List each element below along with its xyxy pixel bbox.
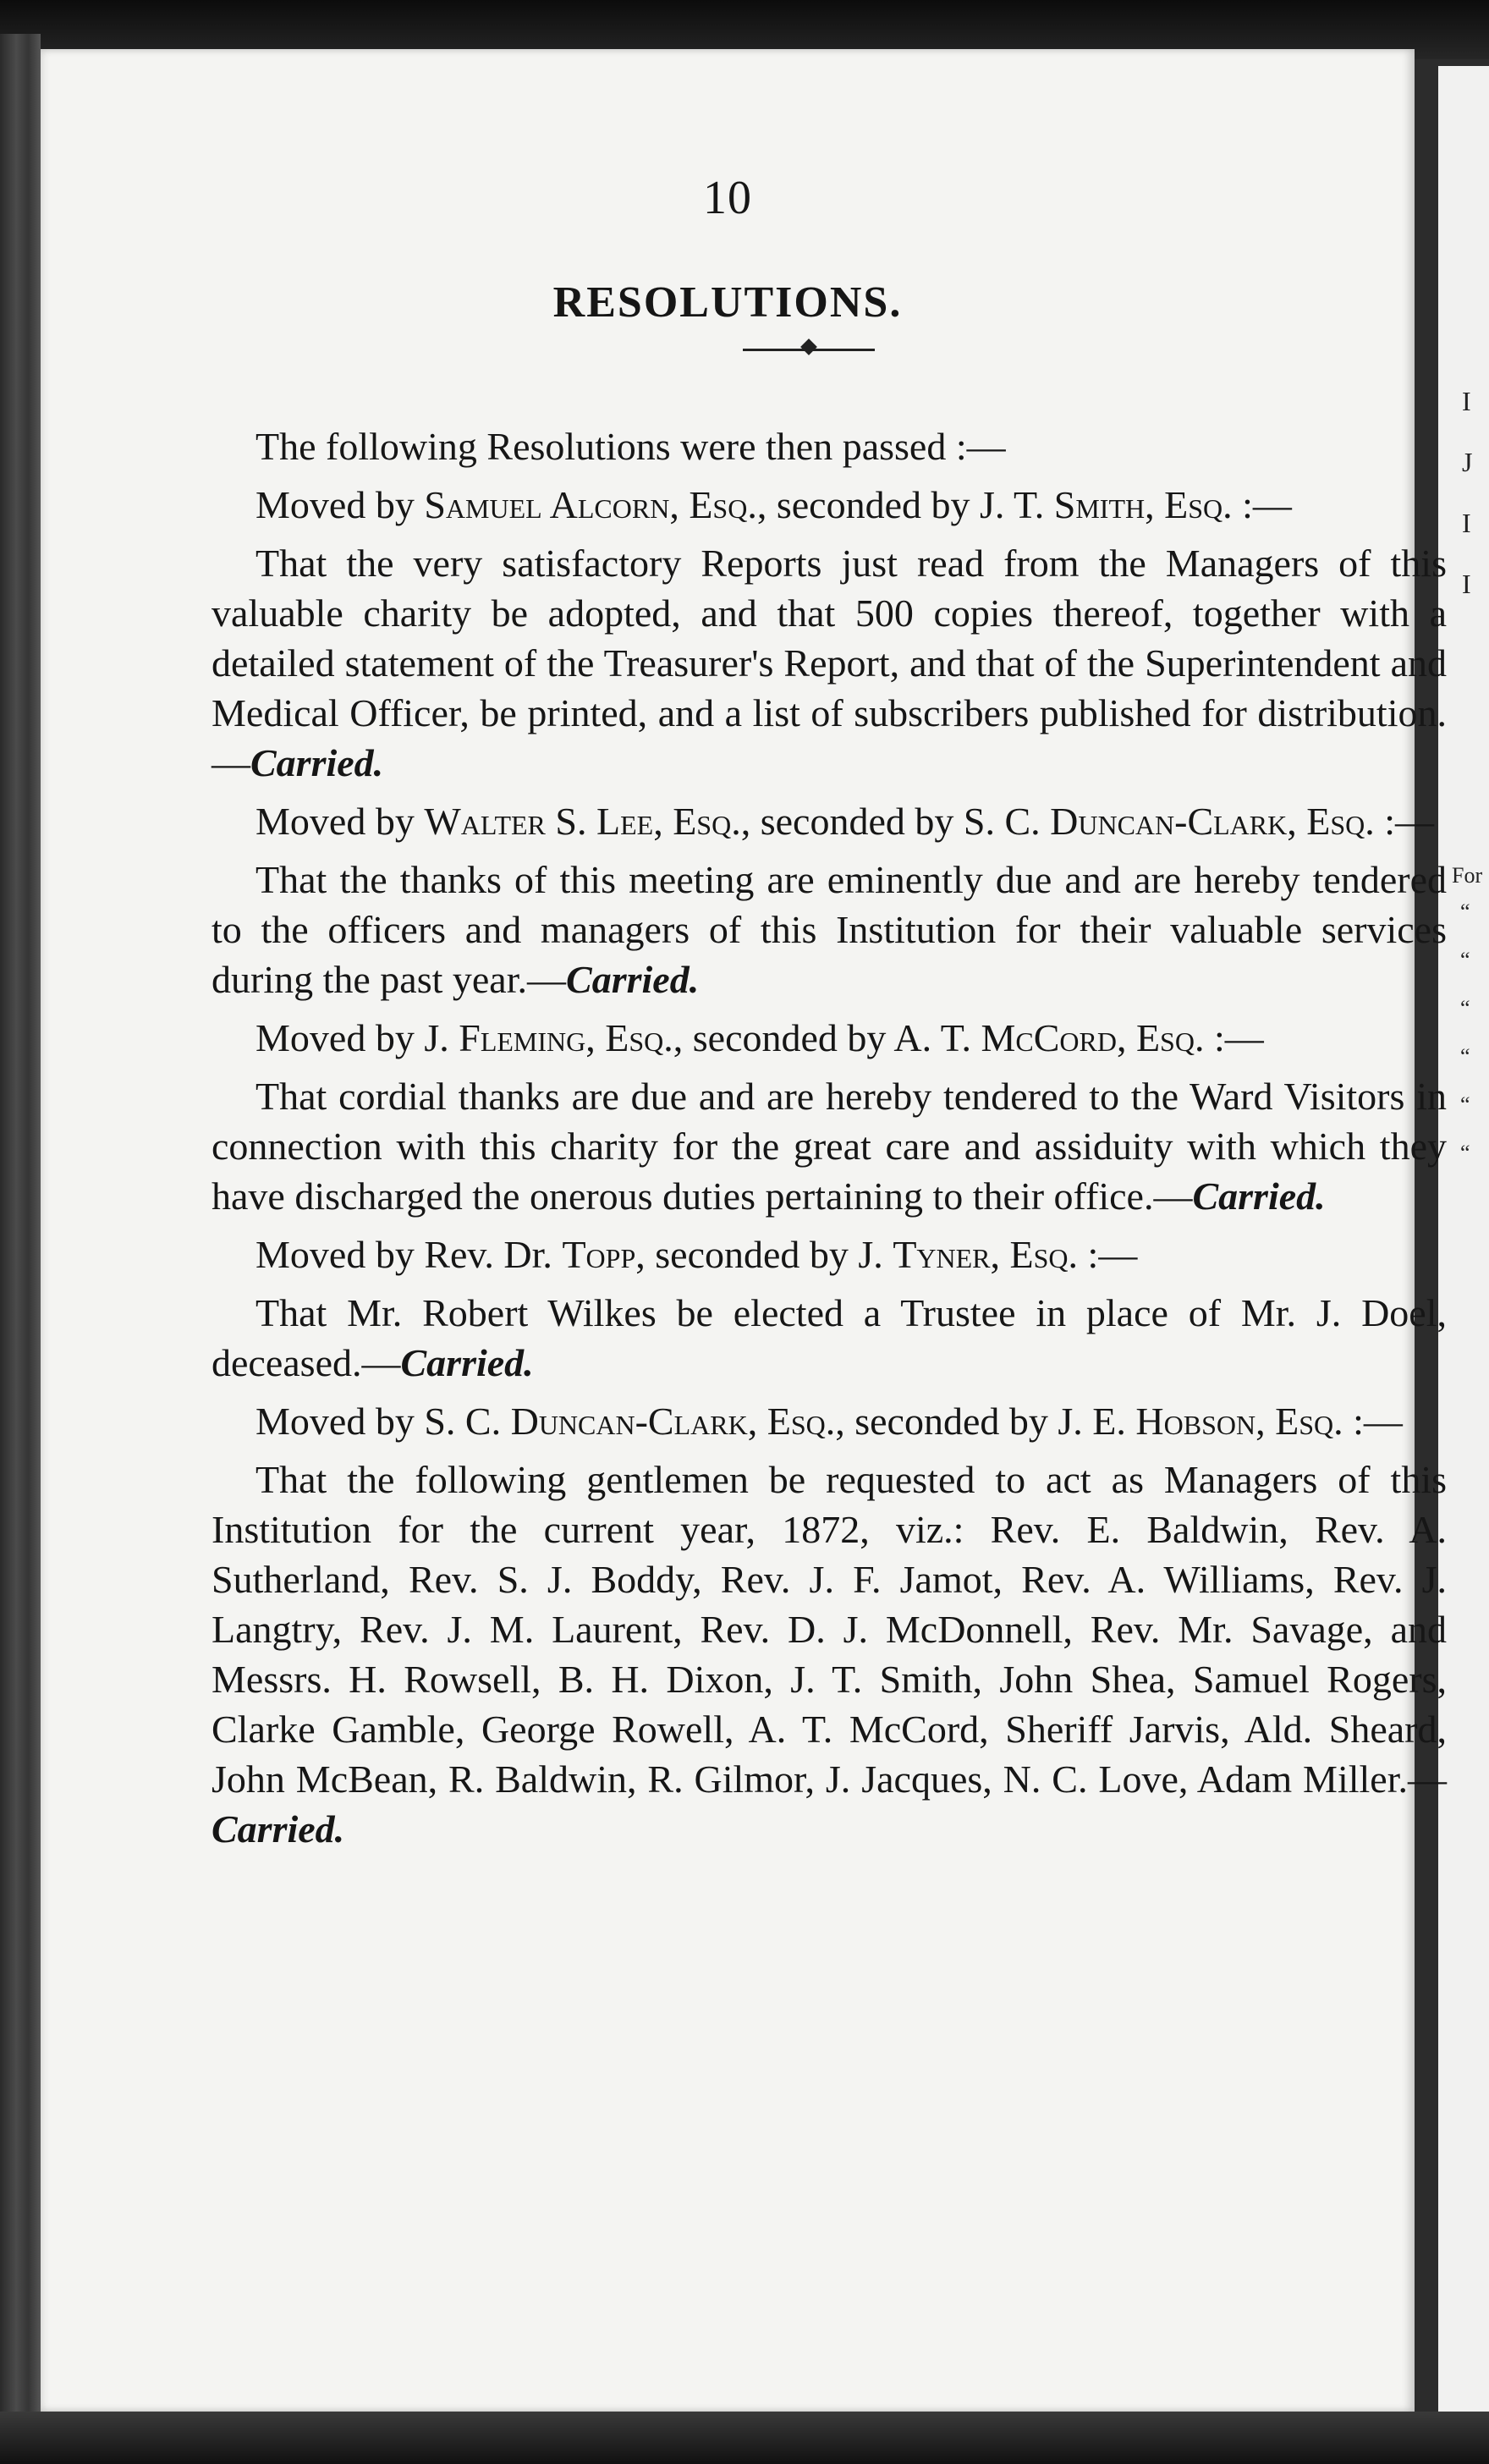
intro-paragraph: The following Resolutions were then passed :— (255, 425, 1006, 468)
resolution-body: That Mr. Robert Wilkes be elected a Trustee in place of Mr. J. Doel, deceased.—Carried. (212, 1291, 1447, 1384)
carried-label: Carried. (1192, 1174, 1326, 1218)
motion-line: Moved by Walter S. Lee, Esq., seconded by S. C. Duncan-Clark, Esq. :— (255, 800, 1435, 843)
carried-label: Carried. (400, 1341, 534, 1384)
mover-name: Duncan-Clark (510, 1400, 748, 1443)
mover-name: Walter S. Lee (424, 800, 654, 843)
mover-name: Samuel Alcorn (424, 483, 670, 526)
adjacent-page-quote: “ (1460, 948, 1470, 972)
resolutions-text (212, 421, 1447, 1862)
resolution-body: That cordial thanks are due and are hereby tendered to the Ward Visitors in connection with this charity for the great care and assiduity with which they have discharged the onerous duties pertaining to their office.—Carried. (212, 1075, 1447, 1218)
seconder-name: Duncan-Clark (1050, 800, 1288, 843)
page-heading: RESOLUTIONS. (552, 278, 903, 327)
motion-line: Moved by S. C. Duncan-Clark, Esq., seconded by J. E. Hobson, Esq. :— (255, 1400, 1403, 1443)
adjacent-page-quote: “ (1460, 899, 1470, 924)
motion-line: Moved by J. Fleming, Esq., seconded by A. T. McCord, Esq. :— (255, 1016, 1264, 1059)
seconder-name: Tyner (893, 1233, 991, 1276)
adjacent-page-word: For (1452, 863, 1483, 888)
seconder-name: McCord (981, 1016, 1117, 1059)
resolution-body: That the very satisfactory Reports just read from the Managers of this valuable charity be adopted, and that 500 copies thereof, together with a detailed statement of the Treasurer's Report, and that of the Superintendent and Medical Officer, be printed, and a list of subscribers published for distribution.—Carried. (212, 542, 1447, 784)
adjacent-page-quote: “ (1460, 1092, 1470, 1117)
book-spine-edge (0, 34, 41, 2464)
adjacent-page-letter: I (1462, 508, 1471, 538)
book-page (41, 49, 1447, 2412)
motion-line: Moved by Rev. Dr. Topp, seconded by J. Tyner, Esq. :— (255, 1233, 1138, 1276)
resolution-body: That the thanks of this meeting are eminently due and are hereby tendered to the officers and managers of this Institution for their valuable services during the past year.—Carried. (212, 858, 1447, 1001)
seconder-name: Smith (1053, 483, 1146, 526)
motion-line: Moved by Samuel Alcorn, Esq., seconded by J. T. Smith, Esq. :— (255, 483, 1292, 526)
adjacent-page-letter: I (1462, 569, 1471, 599)
heading-rule-diamond (800, 338, 817, 355)
carried-label: Carried. (566, 958, 700, 1001)
adjacent-page-quote: “ (1460, 1141, 1470, 1165)
page-number: 10 (703, 172, 752, 224)
adjacent-page-quote: “ (1460, 996, 1470, 1020)
carried-label: Carried. (212, 1807, 345, 1851)
adjacent-page-letter: J (1462, 447, 1473, 477)
mover-name: Topp (562, 1233, 636, 1276)
scan-border-bottom (0, 2412, 1489, 2464)
resolution-body: That the following gentlemen be requested to act as Managers of this Institution for the current year, 1872, viz.: Rev. E. Baldwin, Rev. A. Sutherland, Rev. S. J. Boddy, Rev. J. F. Jamot, Rev. A. Williams, Rev. J. Langtry, Rev. J. M. Laurent, Rev. D. J. McDonnell, Rev. Mr. Savage, and Messrs. H. Rowsell, B. H. Dixon, J. T. Smith, John Shea, Samuel Rogers, Clarke Gamble, George Rowell, A. T. McCord, Sheriff Jarvis, Ald. Sheard, John McBean, R. Baldwin, R. Gilmor, J. Jacques, N. C. Love, Adam Miller.—Carried. (212, 1458, 1447, 1851)
seconder-name: Hobson (1135, 1400, 1256, 1443)
adjacent-page-quote: “ (1460, 1044, 1470, 1069)
adjacent-page-letter: I (1462, 386, 1471, 416)
carried-label: Carried. (250, 741, 384, 784)
mover-name: Fleming (459, 1016, 586, 1059)
